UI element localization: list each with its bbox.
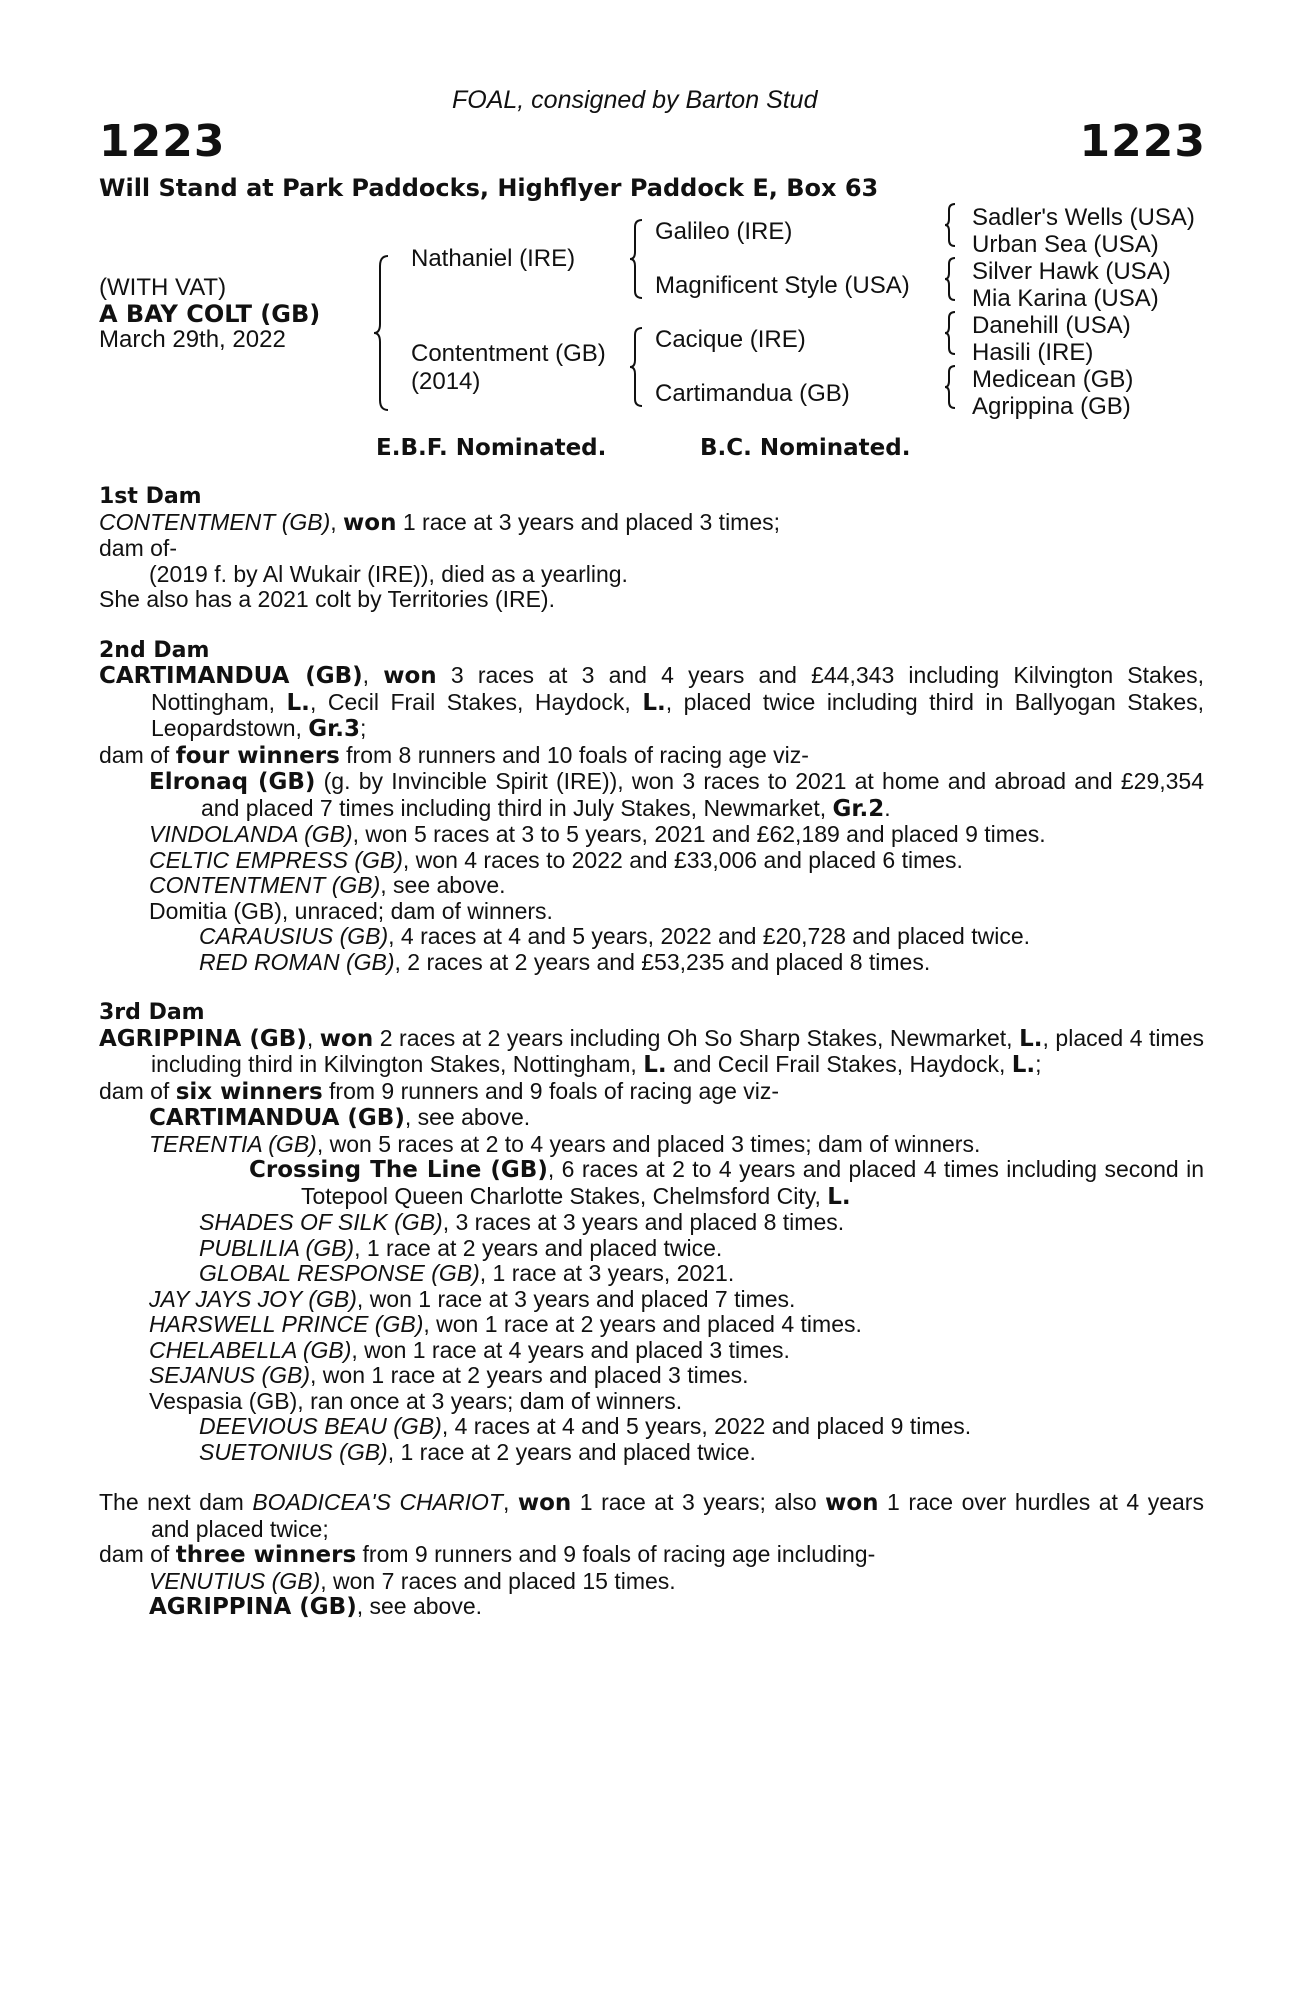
second-dam-grandproduce-2: RED ROMAN (GB), 2 races at 2 years and £53,235 and placed 8 times. (199, 948, 931, 975)
second-dam-produce-5: Domitia (GB), unraced; dam of winners. (149, 897, 553, 924)
pedigree-sire-dam: Magnificent Style (USA) (655, 272, 910, 299)
third-dam-produce-3: JAY JAYS JOY (GB), won 1 race at 3 years and placed 7 times. (149, 1285, 796, 1312)
next-dam-produce-1: VENUTIUS (GB), won 7 races and placed 15 times. (149, 1567, 676, 1594)
third-dam-produce-2: TERENTIA (GB), won 5 races at 2 to 4 years and placed 3 times; dam of winners. (149, 1130, 981, 1157)
bc-nomination: B.C. Nominated. (700, 435, 911, 461)
third-dam-grandproduce-1: Crossing The Line (GB), 6 races at 2 to 4 years and placed 4 times including second in Totepool Queen Charlotte Stakes, Chelmsford City, L. (249, 1156, 1204, 1210)
first-dam-line: CONTENTMENT (GB), won 1 race at 3 years and placed 3 times; (99, 508, 781, 536)
second-dam-produce-4: CONTENTMENT (GB), see above. (149, 872, 506, 898)
pedigree-g1: Sadler's Wells (USA) (972, 204, 1195, 231)
pedigree-g6: Hasili (IRE) (972, 339, 1094, 366)
pedigree-brace-4 (943, 364, 959, 410)
third-dam-grandproduce-2: SHADES OF SILK (GB), 3 races at 3 years and placed 8 times. (199, 1209, 845, 1235)
next-dam-produce-2: AGRIPPINA (GB), see above. (149, 1593, 483, 1620)
lot-number-right: 1223 (1079, 116, 1206, 167)
pedigree-dam-sire: Cacique (IRE) (655, 326, 806, 353)
second-dam-produce-1: Elronaq (GB) (g. by Invincible Spirit (IRE)), won 3 races to 2021 at home and abroad and £29,354 and placed 7 times including third in July Stakes, Newmarket, Gr.2. (149, 768, 1204, 822)
horse-name: A BAY COLT (GB) (99, 300, 321, 328)
ebf-nomination: E.B.F. Nominated. (376, 435, 607, 461)
second-dam-heading: 2nd Dam (99, 637, 210, 663)
next-dam-summary: dam of three winners from 9 runners and 9 foals of racing age including- (99, 1541, 876, 1568)
pedigree-brace-1 (943, 202, 959, 248)
catalogue-body (99, 484, 1204, 1621)
third-dam-produce-5: CHELABELLA (GB), won 1 race at 4 years and placed 3 times. (149, 1336, 790, 1363)
pedigree-brace-main (372, 254, 392, 412)
pedigree-brace-3 (943, 310, 959, 356)
vat-note: (WITH VAT) (99, 274, 227, 301)
third-dam-produce-7: Vespasia (GB), ran once at 3 years; dam of winners. (149, 1387, 683, 1414)
pedigree-brace-dam (628, 326, 646, 408)
third-dam-heading: 3rd Dam (99, 1000, 205, 1025)
third-dam-grandproduce-5: DEEVIOUS BEAU (GB), 4 races at 4 and 5 years, 2022 and placed 9 times. (199, 1413, 972, 1439)
third-dam-produce-6: SEJANUS (GB), won 1 race at 2 years and placed 3 times. (149, 1362, 749, 1388)
pedigree-g4: Mia Karina (USA) (972, 285, 1159, 312)
third-dam-produce-4: HARSWELL PRINCE (GB), won 1 race at 2 years and placed 4 times. (149, 1311, 862, 1337)
second-dam-produce-2: VINDOLANDA (GB), won 5 races at 3 to 5 years, 2021 and £62,189 and placed 9 times. (149, 821, 1046, 847)
pedigree-g7: Medicean (GB) (972, 366, 1134, 393)
pedigree-g8: Agrippina (GB) (972, 393, 1131, 420)
pedigree-g2: Urban Sea (USA) (972, 231, 1159, 258)
first-dam-produce-label: dam of- (99, 535, 177, 561)
third-dam-grandproduce-4: GLOBAL RESPONSE (GB), 1 race at 3 years, 2021. (199, 1260, 735, 1286)
first-dam-produce: (2019 f. by Al Wukair (IRE)), died as a yearling. (149, 560, 628, 587)
pedigree-dam-dam: Cartimandua (GB) (655, 380, 850, 407)
third-dam-grandproduce-6: SUETONIUS (GB), 1 race at 2 years and placed twice. (199, 1438, 756, 1465)
third-dam-summary: dam of six winners from 9 runners and 9 foals of racing age viz- (99, 1077, 780, 1105)
pedigree-brace-2 (943, 256, 959, 302)
third-dam-produce-1: CARTIMANDUA (GB), see above. (149, 1104, 531, 1131)
foaling-date: March 29th, 2022 (99, 326, 286, 353)
pedigree-sire-sire: Galileo (IRE) (655, 218, 793, 245)
pedigree-dam: Contentment (GB) (411, 340, 606, 367)
stand-location: Will Stand at Park Paddocks, Highflyer Paddock E, Box 63 (99, 174, 879, 202)
second-dam-grandproduce-1: CARAUSIUS (GB), 4 races at 4 and 5 years, 2022 and £20,728 and placed twice. (199, 923, 1031, 949)
third-dam-line: AGRIPPINA (GB), won 2 races at 2 years including Oh So Sharp Stakes, Newmarket, L., placed 4 times including third in Kilvington Stakes, Nottingham, L. and Cecil Frail Stakes, Haydock, L.; (99, 1024, 1204, 1078)
pedigree-dam-year: (2014) (411, 368, 481, 395)
first-dam-heading: 1st Dam (99, 484, 202, 509)
lot-number-left: 1223 (99, 116, 226, 167)
pedigree-sire: Nathaniel (IRE) (411, 245, 576, 272)
consignor-line: FOAL, consigned by Barton Stud (452, 86, 818, 114)
pedigree-g5: Danehill (USA) (972, 312, 1131, 339)
second-dam-produce-3: CELTIC EMPRESS (GB), won 4 races to 2022 and £33,006 and placed 6 times. (149, 846, 963, 873)
next-dam-line: The next dam BOADICEA'S CHARIOT, won 1 race at 3 years; also won 1 race over hurdles at 4 years and placed twice; (99, 1489, 1204, 1542)
second-dam-summary: dam of four winners from 8 runners and 10 foals of racing age viz- (99, 741, 809, 769)
second-dam-line: CARTIMANDUA (GB), won 3 races at 3 and 4 years and £44,343 including Kilvington Stakes, Nottingham, L., Cecil Frail Stakes, Haydock, L., placed twice including third in Ballyogan Stakes, Leopardstown, Gr.3; (99, 662, 1205, 742)
third-dam-grandproduce-3: PUBLILIA (GB), 1 race at 2 years and placed twice. (199, 1234, 723, 1261)
first-dam-note: She also has a 2021 colt by Territories (IRE). (99, 586, 555, 612)
pedigree-g3: Silver Hawk (USA) (972, 258, 1171, 285)
pedigree-brace-sire (628, 218, 646, 300)
